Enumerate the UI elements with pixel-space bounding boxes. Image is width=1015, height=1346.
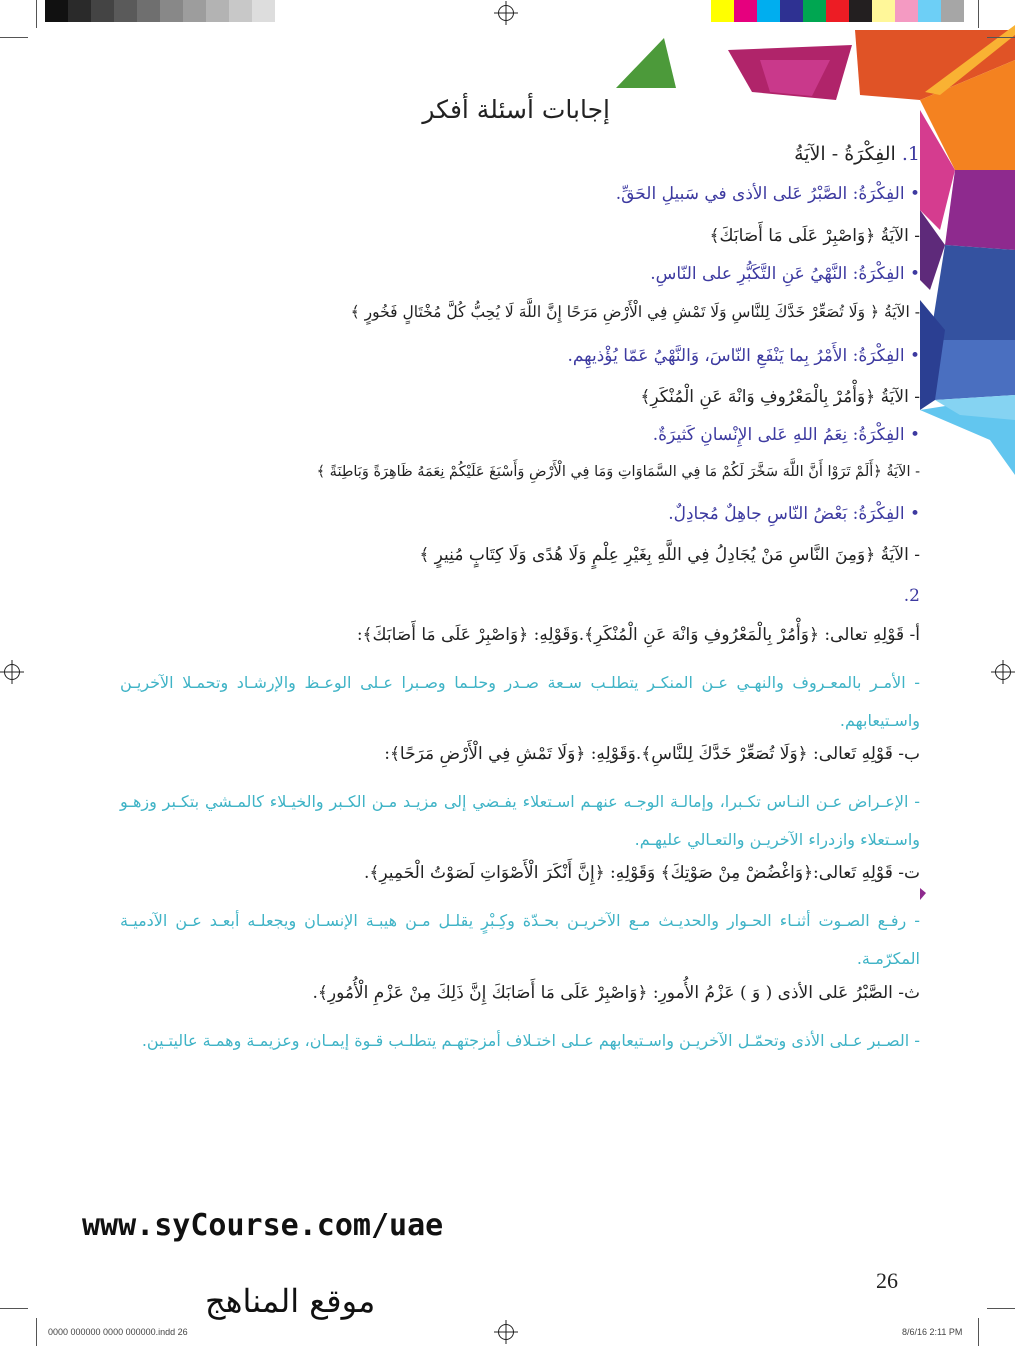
website-url: www.syCourse.com/uae: [82, 1208, 444, 1243]
section1-number: 1.: [901, 143, 920, 165]
ayah-line: - الآيَةُ ﴿أَلَمْ تَرَوْا أَنَّ اللَّهَ سَخَّرَ لَكُمْ مَا فِي السَّمَاوَاتِ وَمَا فِي الْأَرْضِ وَأَسْبَغَ عَلَيْكُمْ نِعَمَهُ ظَاهِرَةً وَبَاطِنَةً ﴾: [316, 464, 920, 480]
crop-mark: [978, 1318, 979, 1346]
crop-mark: [0, 37, 28, 38]
idea-line: • الفِكْرَةُ: بَعْضُ النّاسِ جاهِلٌ مُجادِلٌ.: [668, 504, 920, 524]
idea-line: • الفِكْرَةُ: نِعَمُ اللهِ عَلى الإِنْسانِ كَثيرَةٌ.: [652, 425, 920, 445]
answer-text: - الصـبر عـلى الأذى وتحمّـل الآخريـن واسـتيعابهم عـلى اختـلاف أمزجتهـم يتطلـب قـوة إيمـان، وعزيمـة وهمـة عاليتـين.: [141, 1031, 920, 1050]
page-number: 26: [876, 1268, 898, 1293]
print-date: 8/6/16 2:11 PM: [902, 1327, 963, 1337]
color-swatch: [780, 0, 803, 22]
color-swatch: [275, 0, 298, 22]
registration-mark-top: [498, 5, 514, 21]
ayah-line: - الآيَةُ ﴿وَأْمُرْ بِالْمَعْرُوفِ وَانْهَ عَنِ الْمُنْكَرِ﴾: [640, 387, 920, 407]
crop-mark: [36, 1318, 37, 1346]
tiny-marker: [920, 888, 926, 900]
section2-number: 2.: [903, 586, 920, 606]
color-swatch: [826, 0, 849, 22]
question-line: ب- قَوْلِهِ تَعالى: ﴿وَلَا تُصَعِّرْ خَدَّكَ لِلنَّاسِ﴾.وَقَوْلِهِ: ﴿وَلَا تَمْشِ فِي الْأَرْضِ مَرَحًا﴾:: [384, 744, 920, 764]
section1-heading: الفِكْرَةُ - الآيَةُ: [794, 143, 896, 165]
color-swatch: [183, 0, 206, 22]
color-swatch: [160, 0, 183, 22]
idea-line: • الفِكْرَةُ: الصَّبْرُ عَلى الأذى في سَبيلِ الحَقِّ.: [615, 184, 920, 204]
question-line: ت- قَوْلِهِ تَعالى:﴿وَاغْضُضْ مِنْ صَوْتِكَ﴾ وَقَوْلِهِ: ﴿إِنَّ أَنْكَرَ الْأَصْوَاتِ لَصَوْتُ الْحَمِيرِ﴾.: [364, 863, 920, 883]
color-swatch: [206, 0, 229, 22]
color-swatch: [757, 0, 780, 22]
color-swatch: [711, 0, 734, 22]
color-swatch: [734, 0, 757, 22]
color-swatch: [45, 0, 68, 22]
printer-color-bar: [711, 0, 964, 22]
answer-text: - الأمـر بالمعـروف والنهـي عـن المنكـر يتطلـب سـعة صـدر وحلـما وصـبرا عـلى الوعـظ والإرشـاد وتحمـلا الآخريـن واسـتيعابهم.: [120, 673, 920, 730]
idea-line: • الفِكْرَةُ: النَّهْيُ عَنِ التَّكَبُّرِ على النّاسِ.: [650, 264, 920, 284]
printer-grayscale-bar: [45, 0, 298, 22]
answer-text: - رفـع الصـوت أثنـاء الحـوار والحديـث مـع الآخريـن بحـدّة وكِـبْرٍ يقلـل مـن هيبـة الإنسـان ويجعلـه أبعـد عـن الآدميـة المكرّمـة.: [120, 911, 920, 968]
color-swatch: [918, 0, 941, 22]
question-line: أ- قَوْلِهِ تعالى: ﴿وَأْمُرْ بِالْمَعْرُوفِ وَانْهَ عَنِ الْمُنْكَرِ﴾.وَقَوْلِهِ: ﴿وَاصْبِرْ عَلَى مَا أَصَابَكَ﴾:: [356, 625, 920, 645]
crop-mark: [987, 1308, 1015, 1309]
registration-mark-left: [4, 664, 20, 680]
crop-mark: [36, 0, 37, 28]
green-triangle: [616, 38, 676, 88]
ayah-line: - الآيَةُ ﴿وَمِنَ النَّاسِ مَنْ يُجَادِلُ فِي اللَّهِ بِغَيْرِ عِلْمٍ وَلَا هُدًى وَلَا كِتَابٍ مُنِيرٍ ﴾: [419, 545, 920, 565]
color-swatch: [91, 0, 114, 22]
section1-heading-row: [120, 143, 920, 165]
page-title: إجابات أسئلة أفكر: [422, 95, 610, 124]
registration-mark-bottom: [498, 1324, 514, 1340]
color-swatch: [252, 0, 275, 22]
question-line: ث- الصَّبْرُ عَلى الأذى ( وَ ) عَزْمُ الأُمورِ: ﴿وَاصْبِرْ عَلَى مَا أَصَابَكَ إِنَّ ذَلِكَ مِنْ عَزْمِ الْأُمُورِ﴾.: [312, 983, 920, 1003]
color-swatch: [803, 0, 826, 22]
answer-text: - الإعـراض عـن النـاس تكـبرا، وإمالـة الوجـه عنهـم اسـتعلاء يفـضي إلى مزيـد مـن الكـبر والخيـلاء كالمـشي بتكـبر وزهـو واسـتعلاء وازدراء الآخريـن والتعـالي عليهـم.: [120, 792, 920, 849]
blue2-shape: [930, 340, 1015, 400]
crop-mark: [987, 37, 1015, 38]
idea-line: • الفِكْرَةُ: الأَمْرُ بِما يَنْفَعِ النّاسَ، وَالنَّهْيُ عَمّا يُؤْذيهِم.: [567, 346, 920, 366]
color-swatch: [137, 0, 160, 22]
crop-mark: [978, 0, 979, 28]
color-swatch: [229, 0, 252, 22]
crop-mark: [0, 1308, 28, 1309]
color-swatch: [114, 0, 137, 22]
purple-shape: [945, 170, 1015, 250]
registration-mark-right: [995, 664, 1011, 680]
blue-shape: [930, 245, 1015, 340]
ayah-line: - الآيَةُ ﴿ وَلَا تُصَعِّرْ خَدَّكَ لِلنَّاسِ وَلَا تَمْشِ فِي الْأَرْضِ مَرَحًا إِنَّ اللَّهَ لَا يُحِبُّ كُلَّ مُخْتَالٍ فَخُورٍ ﴾: [350, 303, 920, 321]
color-swatch: [895, 0, 918, 22]
site-name: موقع المناهج: [205, 1282, 376, 1320]
color-swatch: [872, 0, 895, 22]
file-slug: 0000 000000 0000 000000.indd 26: [48, 1327, 188, 1337]
color-swatch: [68, 0, 91, 22]
color-swatch: [849, 0, 872, 22]
ayah-line: - الآيَةُ ﴿وَاصْبِرْ عَلَى مَا أَصَابَكَ﴾: [709, 226, 920, 246]
color-swatch: [941, 0, 964, 22]
